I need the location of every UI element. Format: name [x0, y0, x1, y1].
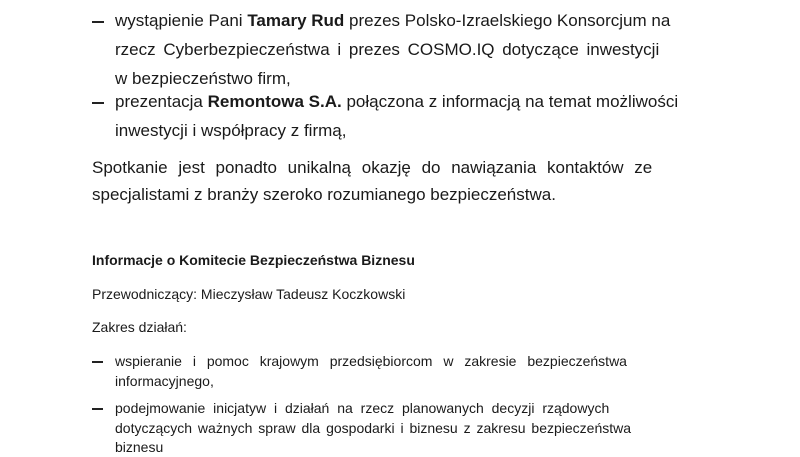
- chair-line: Przewodniczący: Mieczysław Tadeusz Koczkowski: [92, 286, 406, 302]
- section-heading: Informacje o Komitecie Bezpieczeństwa Biznesu: [92, 252, 415, 268]
- list-item-line: inwestycji i współpracy z firmą,: [115, 121, 347, 140]
- list-item-line: prezentacja Remontowa S.A. połączona z informacją na temat możliwości: [115, 92, 679, 111]
- scope-label: Zakres działań:: [92, 319, 187, 335]
- list-item-line: w bezpieczeństwo firm,: [115, 69, 291, 88]
- company-name: Remontowa S.A.: [207, 92, 342, 111]
- list-item-line: wspieranie i pomoc krajowym przedsiębiorcom w zakresie bezpieczeństwa: [115, 353, 627, 369]
- list-item-line: [115, 8, 709, 33]
- text-fragment: wystąpienie Pani Tamary Rud prezes Polsko-Izraelskiego Konsorcjum na: [115, 11, 671, 30]
- list-dash: [92, 21, 104, 23]
- list-item-line: dotyczących ważnych spraw dla gospodarki i biznesu z zakresu bezpieczeństwa: [115, 420, 632, 436]
- list-dash: [92, 361, 103, 363]
- speaker-name: Tamary Rud: [247, 11, 345, 30]
- paragraph-line: specjalistami z branży szeroko rozumianego bezpieczeństwa.: [92, 185, 556, 204]
- list-item-line-cut: [115, 437, 164, 455]
- list-item-line: podejmowanie inicjatyw i działań na rzecz planowanych decyzji rządowych: [115, 400, 610, 416]
- paragraph-line: Spotkanie jest ponadto unikalną okazję do nawiązania kontaktów ze: [92, 158, 653, 177]
- list-dash: [92, 102, 104, 104]
- list-item-line: rzecz Cyberbezpieczeństwa i prezes COSMO.IQ dotyczące inwestycji: [115, 40, 660, 59]
- list-dash: [92, 408, 103, 410]
- cut-off-text: biznesu: [115, 439, 164, 455]
- list-item-line: informacyjnego,: [115, 373, 214, 389]
